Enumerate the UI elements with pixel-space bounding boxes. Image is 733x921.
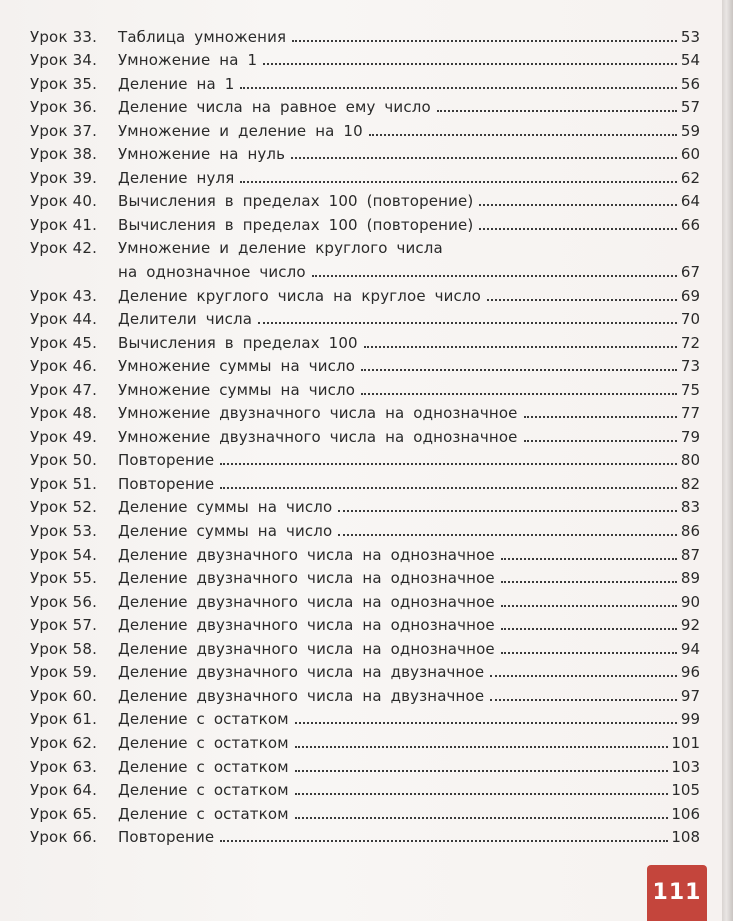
toc-entry [30, 375, 700, 399]
toc-entry [30, 187, 700, 211]
entry-body [118, 640, 700, 658]
lesson-number: Урок 40. [30, 192, 98, 211]
entry-body [118, 192, 700, 210]
entry-body [118, 404, 700, 422]
lesson-number: Урок 46. [30, 357, 98, 376]
dot-leader [220, 840, 668, 842]
lesson-page-number: 97 [680, 686, 700, 705]
lesson-title: Делители числа [118, 310, 253, 329]
entry-body [118, 758, 700, 776]
lesson-number: Урок 43. [30, 286, 98, 305]
dot-leader [361, 369, 677, 371]
lesson-number: Урок 65. [30, 804, 98, 823]
lesson-page-number: 73 [680, 357, 700, 376]
lesson-title: Деление с остатком [118, 781, 289, 800]
lesson-page-number: 108 [671, 828, 700, 847]
entry-body [118, 569, 700, 587]
lesson-page-number: 101 [671, 733, 700, 752]
lesson-title: Умножение двузначного числа на однозначное [118, 427, 518, 446]
dot-leader [479, 204, 677, 206]
lesson-number: Урок 33. [30, 27, 98, 46]
toc-entry [30, 658, 700, 682]
toc-entry [30, 163, 700, 187]
lesson-number: Урок 41. [30, 215, 98, 234]
dot-leader [479, 228, 677, 230]
lesson-title: Умножение двузначного числа на однозначное [118, 404, 518, 423]
entry-body [118, 122, 700, 140]
toc-entry [30, 116, 700, 140]
lesson-page-number: 72 [680, 333, 700, 352]
dot-leader [291, 157, 677, 159]
lesson-page-number: 77 [680, 404, 700, 423]
lesson-title: Умножение на нуль [118, 145, 286, 164]
lesson-page-number: 105 [671, 781, 700, 800]
entry-body [118, 145, 700, 163]
lesson-page-number: 67 [680, 263, 700, 282]
page-number-badge: 111 [647, 865, 707, 921]
dot-leader [338, 510, 677, 512]
entry-body [118, 616, 700, 634]
dot-leader [490, 675, 677, 677]
toc-entry [30, 634, 700, 658]
lesson-title: Деление числа на равное ему число [118, 98, 431, 117]
toc-entry [30, 446, 700, 470]
toc-entry [30, 93, 700, 117]
lesson-title: Деление круглого числа на круглое число [118, 286, 481, 305]
lesson-title: Деление двузначного числа на однозначное [118, 592, 495, 611]
lesson-page-number: 64 [680, 192, 700, 211]
lesson-page-number: 87 [680, 545, 700, 564]
toc-entry [30, 328, 700, 352]
dot-leader [220, 463, 677, 465]
dot-leader [501, 652, 677, 654]
lesson-number: Урок 53. [30, 522, 98, 541]
entry-body [118, 381, 700, 399]
lesson-title: Деление на 1 [118, 74, 235, 93]
lesson-number: Урок 51. [30, 474, 98, 493]
lesson-title: Деление суммы на число [118, 522, 333, 541]
dot-leader [292, 40, 677, 42]
lesson-page-number: 62 [680, 168, 700, 187]
entry-body [118, 51, 700, 69]
toc-entry [30, 22, 700, 46]
lesson-page-number: 96 [680, 663, 700, 682]
lesson-page-number: 106 [671, 804, 700, 823]
dot-leader [220, 487, 677, 489]
dot-leader [295, 722, 677, 724]
lesson-number: Урок 55. [30, 569, 98, 588]
dot-leader [364, 346, 677, 348]
dot-leader [490, 699, 677, 701]
lesson-number: Урок 50. [30, 451, 98, 470]
dot-leader [240, 87, 677, 89]
toc-entry [30, 140, 700, 164]
toc-entry [30, 752, 700, 776]
dot-leader [501, 628, 677, 630]
entry-body [118, 498, 700, 516]
dot-leader [437, 110, 677, 112]
dot-leader [501, 558, 677, 560]
toc-entry [30, 728, 700, 752]
entry-body [118, 428, 700, 446]
dot-leader [295, 746, 669, 748]
lesson-number: Урок 61. [30, 710, 98, 729]
lesson-title: Деление двузначного числа на однозначное [118, 639, 495, 658]
lesson-title: Деление двузначного числа на однозначное [118, 545, 495, 564]
lesson-page-number: 54 [680, 51, 700, 70]
toc-entry [30, 469, 700, 493]
lesson-title: Умножение суммы на число [118, 357, 356, 376]
lesson-page-number: 59 [680, 121, 700, 140]
lesson-number: Урок 34. [30, 51, 98, 70]
toc-entry [30, 305, 700, 329]
lesson-page-number: 56 [680, 74, 700, 93]
toc-entry [30, 210, 700, 234]
lesson-title: Умножение и деление на 10 [118, 121, 363, 140]
lesson-page-number: 86 [680, 522, 700, 541]
dot-leader [312, 275, 677, 277]
entry-body [118, 710, 700, 728]
entry-body [118, 287, 700, 305]
dot-leader [295, 770, 669, 772]
lesson-number: Урок 35. [30, 74, 98, 93]
lesson-title: Умножение суммы на число [118, 380, 356, 399]
page-edge [722, 0, 733, 921]
lesson-page-number: 92 [680, 616, 700, 635]
dot-leader [263, 63, 677, 65]
entry-body [118, 357, 700, 375]
lesson-page-number: 103 [671, 757, 700, 776]
lesson-page-number: 66 [680, 215, 700, 234]
lesson-page-number: 90 [680, 592, 700, 611]
entry-body [118, 687, 700, 705]
lesson-page-number: 82 [680, 474, 700, 493]
dot-leader [295, 817, 669, 819]
lesson-page-number: 70 [680, 310, 700, 329]
lesson-number: Урок 49. [30, 427, 98, 446]
toc-entry [30, 611, 700, 635]
lesson-title: Деление суммы на число [118, 498, 333, 517]
dot-leader [361, 393, 677, 395]
entry-body [118, 169, 700, 187]
lesson-title: Вычисления в пределах 100 (повторение) [118, 215, 474, 234]
lesson-page-number: 69 [680, 286, 700, 305]
entry-body [118, 475, 700, 493]
lesson-title: Повторение [118, 451, 215, 470]
dot-leader [240, 181, 677, 183]
toc-entry [30, 399, 700, 423]
dot-leader [487, 299, 677, 301]
lesson-title: Таблица умножения [118, 27, 287, 46]
lesson-title: Деление с остатком [118, 710, 289, 729]
lesson-number: Урок 52. [30, 498, 98, 517]
lesson-number: Урок 36. [30, 98, 98, 117]
entry-body [118, 663, 700, 681]
entry-body [118, 75, 700, 93]
lesson-number: Урок 39. [30, 168, 98, 187]
dot-leader [524, 416, 677, 418]
toc-entry [30, 799, 700, 823]
lesson-number: Урок 54. [30, 545, 98, 564]
lesson-number: Урок 38. [30, 145, 98, 164]
lesson-number: Урок 66. [30, 828, 98, 847]
lesson-page-number: 83 [680, 498, 700, 517]
lesson-number: Урок 42. [30, 238, 98, 257]
entry-body [118, 781, 700, 799]
toc-entry [30, 493, 700, 517]
toc-entry [30, 587, 700, 611]
entry-body [118, 593, 700, 611]
lesson-number: Урок 47. [30, 380, 98, 399]
lesson-page-number: 79 [680, 427, 700, 446]
lesson-title: Деление двузначного числа на однозначное [118, 569, 495, 588]
lesson-page-number: 80 [680, 451, 700, 470]
entry-body [118, 546, 700, 564]
lesson-number: Урок 63. [30, 757, 98, 776]
lesson-title: Деление двузначного числа на двузначное [118, 686, 485, 705]
toc-entry [30, 234, 700, 281]
lesson-page-number: 60 [680, 145, 700, 164]
lesson-title: Деление с остатком [118, 804, 289, 823]
entry-body [118, 522, 700, 540]
entry-body [118, 28, 700, 46]
toc-entry [30, 823, 700, 847]
lesson-page-number: 89 [680, 569, 700, 588]
entry-body [118, 334, 700, 352]
lesson-number: Урок 64. [30, 781, 98, 800]
dot-leader [369, 134, 677, 136]
title-continuation-line [118, 263, 700, 281]
lesson-title: Деление с остатком [118, 733, 289, 752]
toc-entry [30, 46, 700, 70]
lesson-number: Урок 48. [30, 404, 98, 423]
toc-entry [30, 516, 700, 540]
toc-entry [30, 281, 700, 305]
entry-body [118, 98, 700, 116]
lesson-title: Деление нуля [118, 168, 235, 187]
entry-body [118, 310, 700, 328]
entry-body [118, 216, 700, 234]
lesson-title: Умножение и деление круглого числа [118, 238, 443, 257]
lesson-title-continued: на однозначное число [118, 263, 306, 282]
lesson-title: Повторение [118, 474, 215, 493]
lesson-number: Урок 57. [30, 616, 98, 635]
lesson-title: Вычисления в пределах 100 (повторение) [118, 192, 474, 211]
entry-body [118, 828, 700, 846]
lesson-number: Урок 56. [30, 592, 98, 611]
lesson-number: Урок 44. [30, 310, 98, 329]
lesson-title: Деление двузначного числа на однозначное [118, 616, 495, 635]
lesson-number: Урок 59. [30, 663, 98, 682]
dot-leader [338, 534, 677, 536]
lesson-number: Урок 60. [30, 686, 98, 705]
lesson-page-number: 94 [680, 639, 700, 658]
toc-entry [30, 681, 700, 705]
lesson-number: Урок 37. [30, 121, 98, 140]
dot-leader [295, 793, 669, 795]
lesson-page-number: 75 [680, 380, 700, 399]
lesson-title: Умножение на 1 [118, 51, 258, 70]
lesson-page-number: 57 [680, 98, 700, 117]
lesson-title: Повторение [118, 828, 215, 847]
entry-body [118, 734, 700, 752]
dot-leader [501, 605, 677, 607]
dot-leader [524, 440, 677, 442]
lesson-title: Деление двузначного числа на двузначное [118, 663, 485, 682]
toc-entry [30, 352, 700, 376]
dot-leader [258, 322, 677, 324]
toc-entry [30, 705, 700, 729]
toc-entry [30, 564, 700, 588]
entry-body [118, 451, 700, 469]
lesson-title: Вычисления в пределах 100 [118, 333, 358, 352]
dot-leader [501, 581, 677, 583]
lesson-number: Урок 58. [30, 639, 98, 658]
toc-entry [30, 69, 700, 93]
entry-body [118, 234, 700, 281]
lesson-title: Деление с остатком [118, 757, 289, 776]
toc-entry [30, 776, 700, 800]
toc-entry [30, 422, 700, 446]
entry-body [118, 805, 700, 823]
toc-entry [30, 540, 700, 564]
lesson-page-number: 99 [680, 710, 700, 729]
table-of-contents [30, 22, 700, 846]
lesson-number: Урок 62. [30, 733, 98, 752]
lesson-page-number: 53 [680, 27, 700, 46]
lesson-number: Урок 45. [30, 333, 98, 352]
